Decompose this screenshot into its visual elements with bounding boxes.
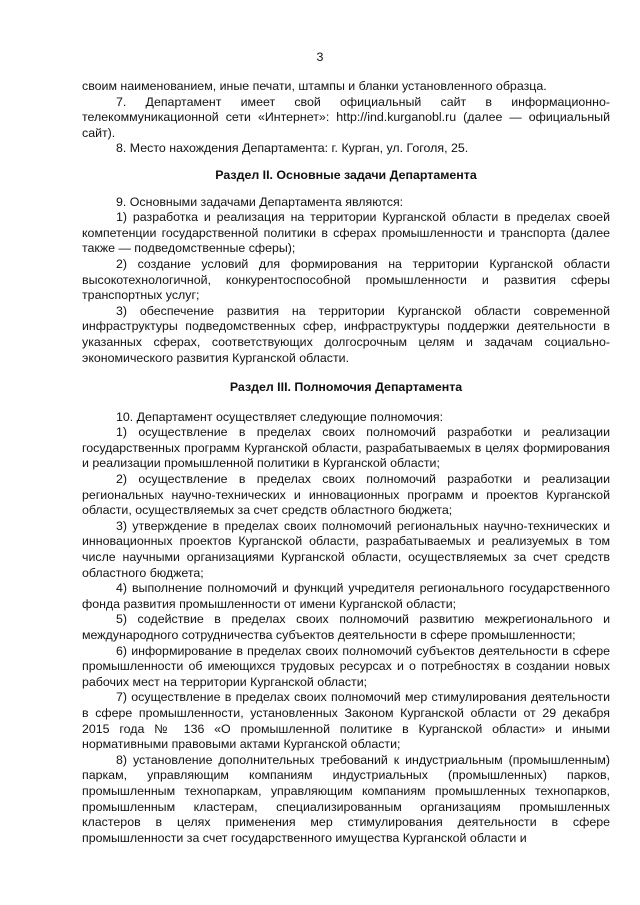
power-item: 1) осуществление в пределах своих полномочий разработки и реализации государственных программ Курганской области, разрабатываемых в целях формирования и реализации промышленной политики в Курганской области;	[82, 425, 610, 471]
power-item: 5) содействие в пределах своих полномочий развитию межрегионального и международного сотрудничества субъектов деятельности в сфере промышленности;	[82, 612, 610, 642]
power-item: 3) утверждение в пределах своих полномочий региональных научно-технических и инновационных проектов Курганской области, разрабатываемых и реализуемых в том числе научными организациями Курганской области, осуществляемых за счет средств областного бюджета;	[82, 518, 610, 580]
clause-8: 8. Место нахождения Департамента: г. Курган, ул. Гоголя, 25.	[116, 141, 469, 156]
clause-10: 10. Департамент осуществляет следующие полномочия:	[116, 409, 444, 424]
power-item: 4) выполнение полномочий и функций учредителя регионального государственного фонда развития промышленности от имени Курганской области;	[82, 581, 610, 611]
document-body	[82, 79, 610, 846]
power-item: 7) осуществление в пределах своих полномочий мер стимулирования деятельности в сфере промышленности, установленных Законом Курганской области от 29 декабря 2015 года № 136 «О промышленной политике в Курганской области» и иными нормативными правовыми актами Курганской области;	[82, 690, 610, 752]
page-number: 3	[316, 50, 324, 64]
task-item: 3) обеспечение развития на территории Курганской области современной инфраструктуры подведомственных сфер, инфраструктуры поддержки деятельности в указанных сферах, соответствующих долгосрочным целям и задачам социально-экономического развития Курганской области.	[82, 303, 610, 365]
section-2-title: Раздел II. Основные задачи Департамента	[215, 167, 477, 182]
section-3-title: Раздел III. Полномочия Департамента	[229, 380, 463, 395]
power-item: 6) информирование в пределах своих полномочий субъектов деятельности в сфере промышленности об имеющихся трудовых ресурсах и о потребностях в создании новых рабочих мест на территории Курганской области;	[82, 643, 610, 689]
power-item: 8) установление дополнительных требований к индустриальным (промышленным) паркам, управляющим компаниям индустриальных (промышленных) парков, промышленным технопаркам, управляющим компаниям промышленных технопарков, промышленным кластерам, специализированным организациям промышленных кластеров в целях применения мер стимулирования деятельности в сфере промышленности за счет государственного имущества Курганской области и	[82, 752, 610, 845]
intro-continuation: своим наименованием, иные печати, штампы и бланки установленного образца.	[82, 79, 547, 93]
task-item: 1) разработка и реализация на территории Курганской области в пределах своей компетенции государственной политики в сферах промышленности и транспорта (далее также — подведомственные сферы);	[82, 210, 610, 256]
clause-9: 9. Основными задачами Департамента являются:	[116, 194, 404, 209]
power-item: 2) осуществление в пределах своих полномочий разработки и реализации региональных научно-технических и инновационных программ и проектов Курганской области, осуществляемых за счет средств областного бюджета;	[82, 472, 610, 518]
task-item: 2) создание условий для формирования на территории Курганской области высокотехнологичной, конкурентоспособной промышленности и развития сферы транспортных услуг;	[82, 256, 610, 303]
clause-7: 7. Департамент имеет свой официальный сайт в информационно-телекоммуникационной сети «Интернет»: http://ind.kurganobl.ru (далее — официальный сайт).	[82, 94, 610, 140]
